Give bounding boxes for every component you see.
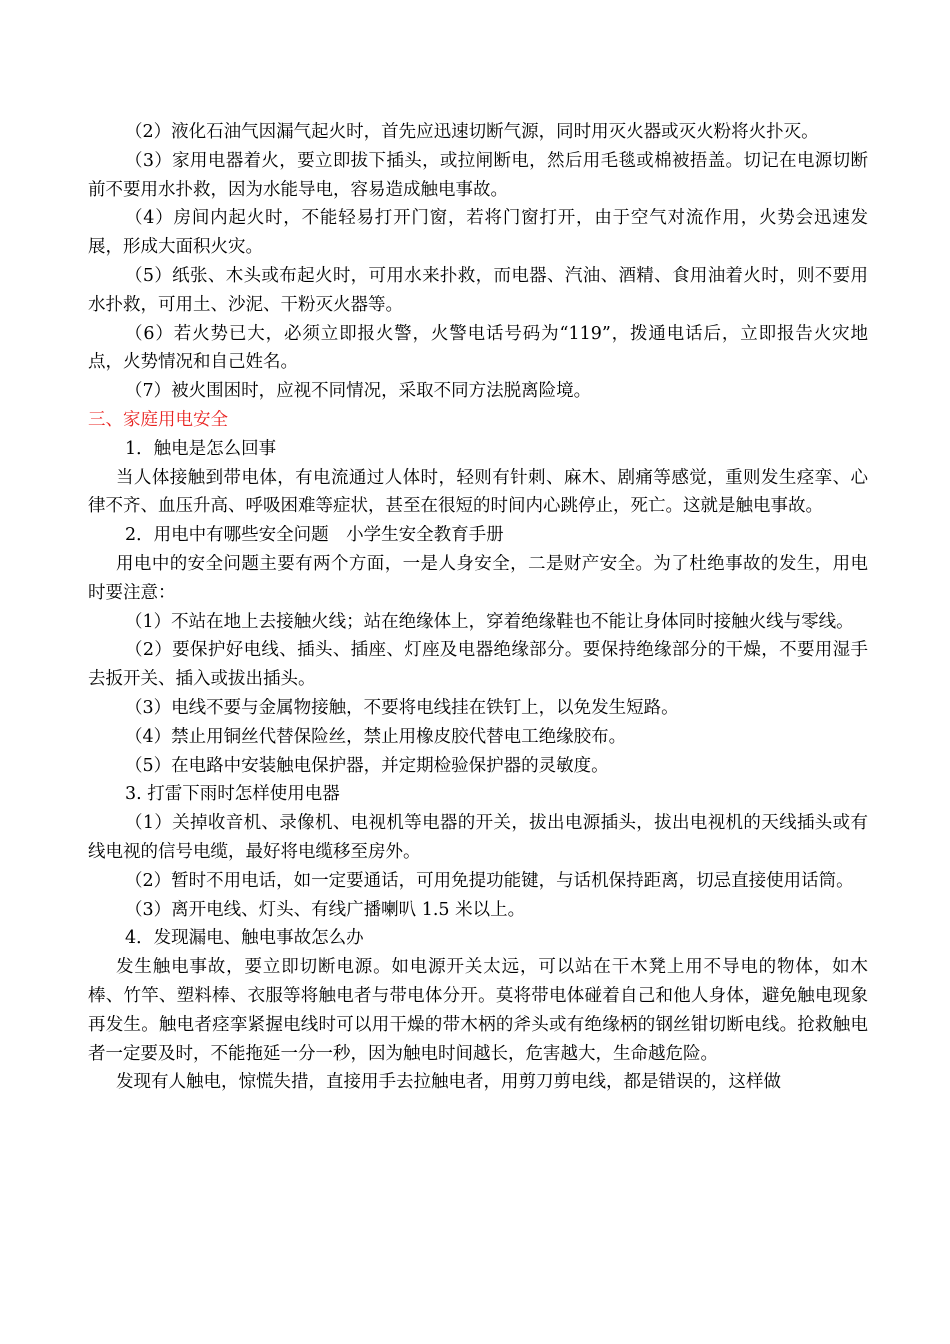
leakage-paragraph-1: 发生触电事故，要立即切断电源。如电源开关太远，可以站在干木凳上用不导电的物体，如木棒、竹竿、塑料棒、衣服等将触电者与带电体分开。莫将带电体碰着自己和他人身体，避免触电现象再发生。触电者痉挛紧握电线时可以用干燥的带木柄的斧头或有绝缘柄的钢丝钳切断电线。抢救触电者一定要及时，不能拖延一分一秒，因为触电时间越长，危害越大，生命越危险。 [88, 957, 868, 1064]
fire-item-6: （6）若火势已大，必须立即报火警，火警电话号码为“119”，拨通电话后，立即报告火灾地点，火势情况和自己姓名。 [88, 323, 868, 373]
safety-issues-intro: 用电中的安全问题主要有两个方面，一是人身安全，二是财产安全。为了杜绝事故的发生，用电时要注意： [88, 553, 868, 603]
thunder-item-3: （3）离开电线、灯头、有线广播喇叭 1.5 米以上。 [125, 899, 526, 920]
fire-item-2: （2）液化石油气因漏气起火时，首先应迅速切断气源，同时用灭火器或灭火粉将火扑灭。 [125, 122, 819, 142]
subheading-what-is-shock: 1．触电是怎么回事 [125, 438, 277, 459]
fire-item-4: （4）房间内起火时，不能轻易打开门窗，若将门窗打开，由于空气对流作用，火势会迅速发展，形成大面积火灾。 [88, 208, 868, 258]
leakage-paragraph-2: 发现有人触电，惊慌失措，直接用手去拉触电者，用剪刀剪电线，都是错误的，这样做 [116, 1072, 781, 1093]
subheading-safety-issues: 2．用电中有哪些安全问题 小学生安全教育手册 [125, 525, 504, 546]
safety-item-5: （5）在电路中安装触电保护器，并定期检验保护器的灵敏度。 [125, 755, 609, 776]
document-body [88, 118, 868, 1097]
safety-item-1: （1）不站在地上去接触火线；站在绝缘体上，穿着绝缘鞋也不能让身体同时接触火线与零线。 [125, 611, 854, 632]
subheading-leakage-accident: 4．发现漏电、触电事故怎么办 [125, 928, 364, 949]
subheading-thunderstorm: 3. 打雷下雨时怎样使用电器 [125, 784, 340, 805]
fire-item-3: （3）家用电器着火，要立即拔下插头，或拉闸断电，然后用毛毯或棉被捂盖。切记在电源切断前不要用水扑救，因为水能导电，容易造成触电事故。 [88, 150, 868, 200]
thunder-item-2: （2）暂时不用电话，如一定要通话，可用免提功能键，与话机保持距离，切忌直接使用话筒。 [125, 870, 854, 891]
safety-item-4: （4）禁止用铜丝代替保险丝，禁止用橡皮胶代替电工绝缘胶布。 [125, 726, 627, 747]
fire-item-5: （5）纸张、木头或布起火时，可用水来扑救，而电器、汽油、酒精、食用油着火时，则不要用水扑救，可用土、沙泥、干粉灭火器等。 [88, 265, 868, 315]
section-heading-electric-safety: 三、家庭用电安全 [88, 409, 228, 430]
thunder-item-1: （1）关掉收音机、录像机、电视机等电器的开关，拔出电源插头，拔出电视机的天线插头或有线电视的信号电缆，最好将电缆移至房外。 [88, 813, 868, 862]
shock-description: 当人体接触到带电体，有电流通过人体时，轻则有针刺、麻木、剧痛等感觉，重则发生痉挛、心律不齐、血压升高、呼吸困难等症状，甚至在很短的时间内心跳停止，死亡。这就是触电事故。 [88, 467, 868, 517]
safety-item-2: （2）要保护好电线、插头、插座、灯座及电器绝缘部分。要保持绝缘部分的干燥，不要用湿手去扳开关、插入或拔出插头。 [88, 640, 868, 690]
safety-item-3: （3）电线不要与金属物接触，不要将电线挂在铁钉上，以免发生短路。 [125, 697, 679, 718]
fire-item-7: （7）被火围困时，应视不同情况，采取不同方法脱离险境。 [125, 381, 592, 402]
